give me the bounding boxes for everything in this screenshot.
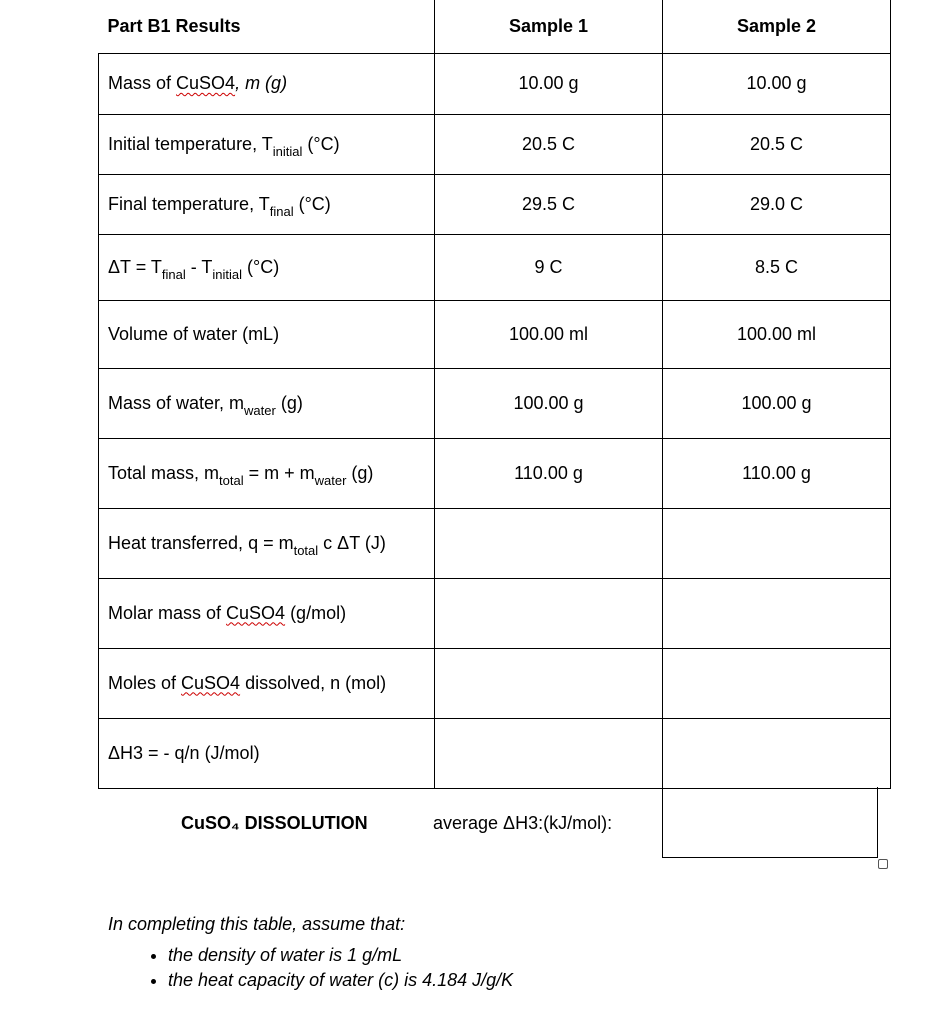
row-label: Mass of CuSO4, m (g) — [99, 53, 435, 114]
row-delta-h3 — [99, 718, 891, 788]
sample1-cell[interactable]: 20.5 C — [435, 114, 663, 174]
assumptions-notes — [108, 914, 513, 995]
row-mass-cuso4 — [99, 53, 891, 114]
row-final-temperature — [99, 174, 891, 234]
sample2-cell[interactable]: 100.00 g — [663, 368, 891, 438]
list-item: • the heat capacity of water (c) is 4.184 J/g/K — [168, 970, 513, 991]
sample1-cell[interactable]: 110.00 g — [435, 438, 663, 508]
row-label: Volume of water (mL) — [99, 300, 435, 368]
sample2-cell[interactable] — [663, 508, 891, 578]
sample2-cell[interactable] — [663, 578, 891, 648]
row-label: Moles of CuSO4 dissolved, n (mol) — [99, 648, 435, 718]
row-label: Total mass, $m_{total} = m + m_{water}$ (g) — [99, 438, 435, 508]
row-total-mass — [99, 438, 891, 508]
dissolution-title: CuSO₄ DISSOLUTION — [181, 813, 368, 833]
row-molar-mass — [99, 578, 891, 648]
row-label: ΔH3 = - q/n (J/mol) — [99, 718, 435, 788]
sample2-cell[interactable] — [663, 718, 891, 788]
row-label: Final temperature, $T_{final}$ (°C) — [99, 174, 435, 234]
row-label: Mass of water, $m_{water}$ (g) — [99, 368, 435, 438]
row-volume-water — [99, 300, 891, 368]
row-label: Molar mass of CuSO4 (g/mol) — [99, 578, 435, 648]
row-label: $\Delta T = T_{final} - T_{initial}$ (°C) — [99, 234, 435, 300]
sample2-cell[interactable]: 10.00 g — [663, 53, 891, 114]
row-label: Initial temperature, $T_{initial}$ (°C) — [99, 114, 435, 174]
row-label: Heat transferred, $q = m_{total}$ c ΔT (J) — [99, 508, 435, 578]
chem-formula: CuSO4 — [176, 73, 236, 93]
chem-formula: CuSO4 — [181, 672, 241, 693]
sample2-header: Sample 2 — [663, 0, 891, 53]
row-initial-temperature — [99, 114, 891, 174]
sample2-cell[interactable]: 20.5 C — [663, 114, 891, 174]
sample1-cell[interactable] — [435, 508, 663, 578]
sample2-cell[interactable]: 29.0 C — [663, 174, 891, 234]
resize-handle-icon[interactable] — [878, 859, 888, 869]
notes-intro: In completing this table, assume that: — [108, 914, 406, 934]
list-item: • the density of water is 1 g/mL — [168, 945, 513, 966]
results-table — [98, 0, 891, 789]
sample1-cell[interactable]: 100.00 ml — [435, 300, 663, 368]
row-mass-water — [99, 368, 891, 438]
sample1-cell[interactable]: 29.5 C — [435, 174, 663, 234]
row-moles-dissolved — [99, 648, 891, 718]
sample1-cell[interactable]: 100.00 g — [435, 368, 663, 438]
sample2-cell[interactable]: 100.00 ml — [663, 300, 891, 368]
table-title: Part B1 Results — [99, 0, 435, 53]
sample1-cell[interactable] — [435, 578, 663, 648]
row-heat-transferred — [99, 508, 891, 578]
sample2-cell[interactable]: 8.5 C — [663, 234, 891, 300]
assumptions-list — [108, 945, 513, 991]
table-header-row — [99, 0, 891, 53]
sample2-cell[interactable]: 110.00 g — [663, 438, 891, 508]
chem-formula: CuSO4 — [226, 602, 286, 623]
row-delta-t — [99, 234, 891, 300]
sample1-cell[interactable]: 9 C — [435, 234, 663, 300]
sample1-cell[interactable] — [435, 718, 663, 788]
sample1-cell[interactable] — [435, 648, 663, 718]
average-dh3-label: average ΔH3:(kJ/mol): — [433, 813, 613, 833]
sample1-header: Sample 1 — [435, 0, 663, 53]
sample2-cell[interactable] — [663, 648, 891, 718]
average-dh3-input[interactable] — [662, 787, 878, 858]
sample1-cell[interactable]: 10.00 g — [435, 53, 663, 114]
